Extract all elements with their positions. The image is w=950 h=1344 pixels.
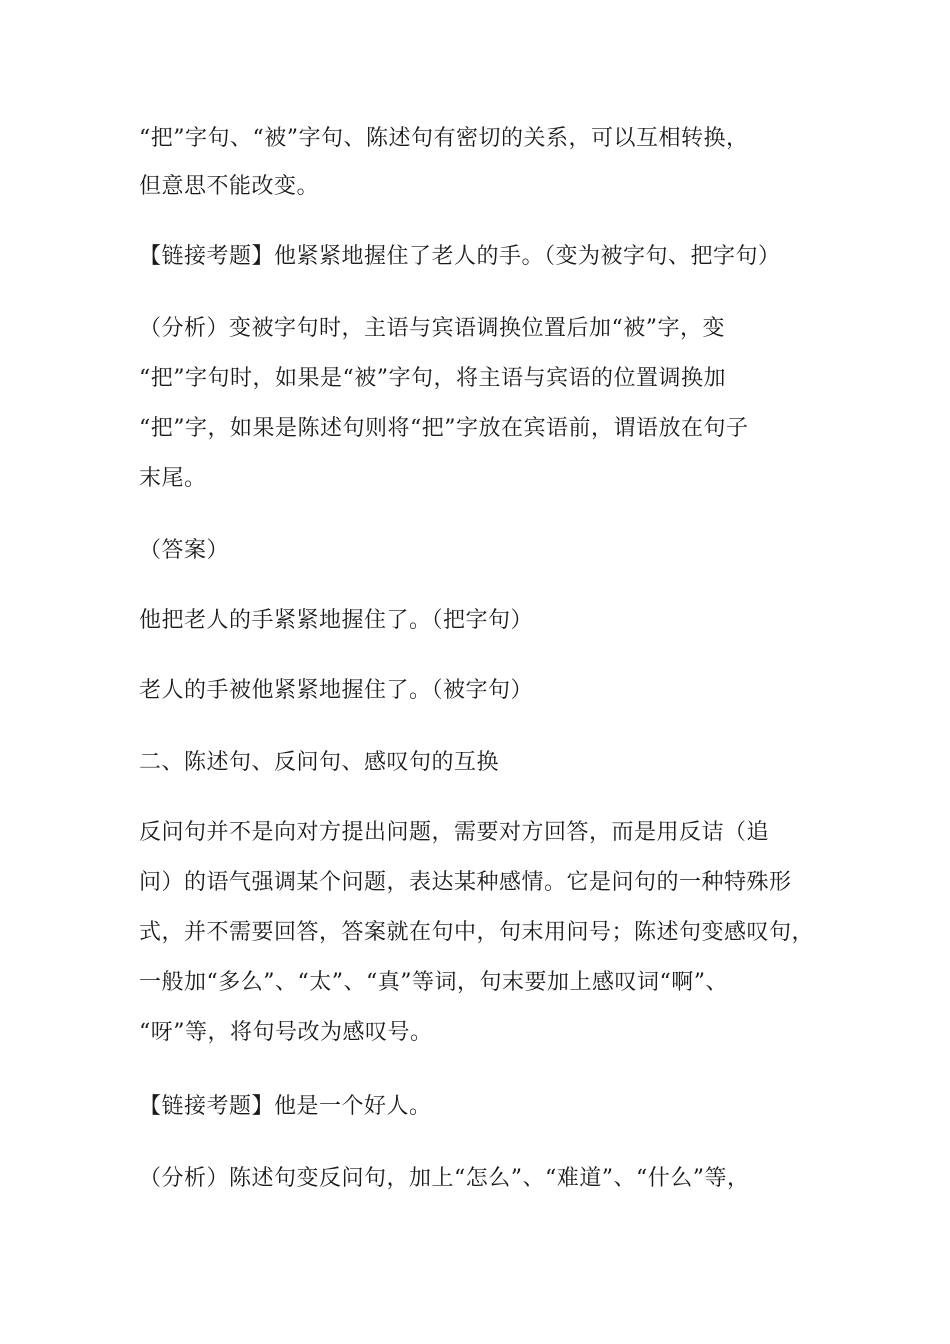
answer-label: （答案） [139, 538, 230, 563]
text-line: “把”字句时，如果是“被”字句，将主语与宾语的位置调换加 [139, 366, 726, 391]
answer-line: 老人的手被他紧紧地握住了。（被字句） [139, 678, 534, 703]
section-heading: 二、陈述句、反问句、感叹句的互换 [139, 750, 500, 775]
text-line: 反问句并不是向对方提出问题，需要对方回答，而是用反诘（追 [139, 820, 770, 845]
text-line: 问）的语气强调某个问题，表达某种感情。它是问句的一种特殊形 [139, 870, 792, 895]
text-line: 但意思不能改变。 [139, 174, 320, 199]
text-line: “呀”等，将句号改为感叹号。 [139, 1020, 433, 1045]
text-line: 一般加“多么”、“太”、“真”等词，句末要加上感叹词“啊”、 [139, 970, 728, 995]
answer-line: 他把老人的手紧紧地握住了。（把字句） [139, 608, 534, 633]
text-line: 式，并不需要回答，答案就在句中，句末用问号；陈述句变感叹句， [139, 920, 815, 945]
analysis-line: （分析）陈述句变反问句，加上“怎么”、“难道”、“什么”等， [139, 1166, 750, 1191]
text-line: “把”字，如果是陈述句则将“把”字放在宾语前，谓语放在句子 [139, 416, 749, 441]
text-line: 末尾。 [139, 466, 207, 491]
exam-question-line: 【链接考题】他是一个好人。 [139, 1094, 432, 1119]
analysis-line: （分析）变被字句时，主语与宾语调换位置后加“被”字，变 [139, 316, 725, 341]
exam-question-line: 【链接考题】他紧紧地握住了老人的手。（变为被字句、把字句） [139, 244, 781, 269]
text-line: “把”字句、“被”字句、陈述句有密切的关系，可以互相转换， [139, 126, 749, 151]
